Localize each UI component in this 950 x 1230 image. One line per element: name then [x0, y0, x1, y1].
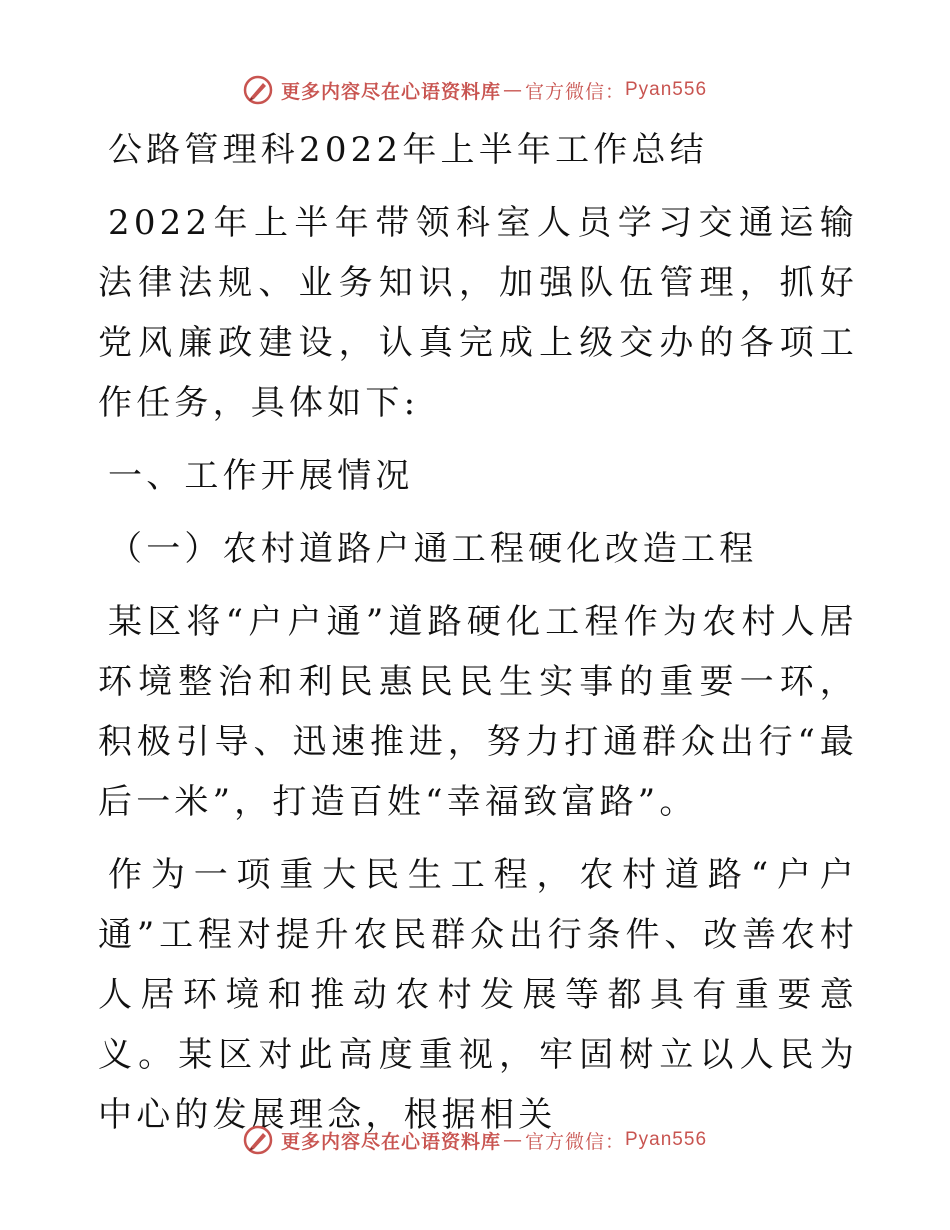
- body-paragraph-1: 某区将“户户通”道路硬化工程作为农村人居环境整治和利民惠民民生实事的重要一环，积极引导、迅速推进，努力打通群众出行“最后一米”，打造百姓“幸福致富路”。: [98, 602, 858, 822]
- watermark-wechat-id: Pyan556: [625, 79, 708, 100]
- watermark-sub-text: 官方微信：: [524, 1130, 625, 1153]
- watermark-dash: —: [502, 79, 523, 101]
- watermark-main-text: 更多内容尽在心语资料库: [280, 80, 501, 103]
- document-title: 公路管理科2022年上半年工作总结: [108, 130, 708, 170]
- footer-watermark: [0, 1120, 950, 1160]
- header-watermark: [0, 70, 950, 110]
- pen-logo-icon: [243, 1125, 273, 1155]
- watermark-wechat-id: Pyan556: [625, 1129, 708, 1150]
- body-paragraph-2: 作为一项重大民生工程，农村道路“户户通”工程对提升农民群众出行条件、改善农村人居环境和推动农村发展等都具有重要意义。某区对此高度重视，牢固树立以人民为中心的发展理念，根据相关: [98, 855, 858, 1135]
- document-body: [98, 120, 858, 1145]
- pen-logo-icon: [243, 75, 273, 105]
- section-heading: 一、工作开展情况: [108, 456, 414, 496]
- watermark-main-text: 更多内容尽在心语资料库: [280, 1130, 501, 1153]
- subsection-heading: （一）农村道路户通工程硬化改造工程: [108, 529, 758, 569]
- watermark-sub-text: 官方微信：: [524, 80, 625, 103]
- watermark-dash: —: [502, 1129, 523, 1151]
- intro-paragraph: 2022年上半年带领科室人员学习交通运输法律法规、业务知识，加强队伍管理，抓好党风廉政建设，认真完成上级交办的各项工作任务，具体如下:: [98, 203, 858, 423]
